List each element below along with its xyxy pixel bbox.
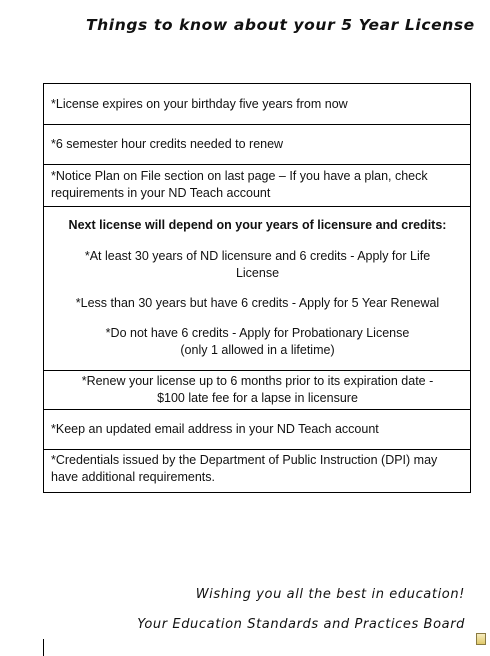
info-row-plan-on-file	[44, 165, 470, 207]
info-row-text: *Renew your license up to 6 months prior to its expiration date -	[81, 374, 434, 388]
info-row-text: *Credentials issued by the Department of Public Instruction (DPI) may have additional requirements.	[51, 453, 438, 484]
closing-signature: Your Education Standards and Practices Board	[137, 617, 465, 632]
info-row-text: *Keep an updated email address in your ND Teach account	[51, 422, 379, 436]
text-cursor	[43, 639, 44, 656]
info-row-text: *Notice Plan on File section on last page – If you have a plan, check requirements in your ND Teach account	[51, 169, 428, 200]
info-row-email	[44, 410, 470, 450]
info-row-renewal-window	[44, 371, 470, 410]
info-row-dpi-credentials	[44, 450, 470, 492]
closing-wishes: Wishing you all the best in education!	[195, 587, 465, 602]
item-line: *Do not have 6 credits - Apply for Probationary License	[105, 326, 410, 340]
info-row-expiration	[44, 84, 470, 125]
info-row-credits	[44, 125, 470, 165]
next-license-item-probationary	[51, 325, 464, 359]
info-row-next-license	[44, 207, 470, 371]
item-line: *Less than 30 years but have 6 credits - Apply for 5 Year Renewal	[75, 296, 440, 310]
page-title: Things to know about your 5 Year License	[86, 16, 475, 34]
info-row-text: $100 late fee for a lapse in licensure	[157, 391, 358, 405]
info-table	[43, 83, 471, 493]
info-row-text: *License expires on your birthday five years from now	[51, 96, 348, 111]
info-row-text: *6 semester hour credits needed to renew	[51, 137, 284, 151]
item-line: (only 1 allowed in a lifetime)	[180, 343, 335, 357]
next-license-item-life	[51, 248, 464, 282]
document-paste-icon[interactable]	[476, 633, 486, 645]
next-license-heading: Next license will depend on your years of licensure and credits:	[68, 218, 447, 232]
item-line: *At least 30 years of ND licensure and 6 credits - Apply for Life	[84, 249, 431, 263]
next-license-item-renewal	[51, 295, 464, 312]
item-line: License	[235, 266, 280, 280]
